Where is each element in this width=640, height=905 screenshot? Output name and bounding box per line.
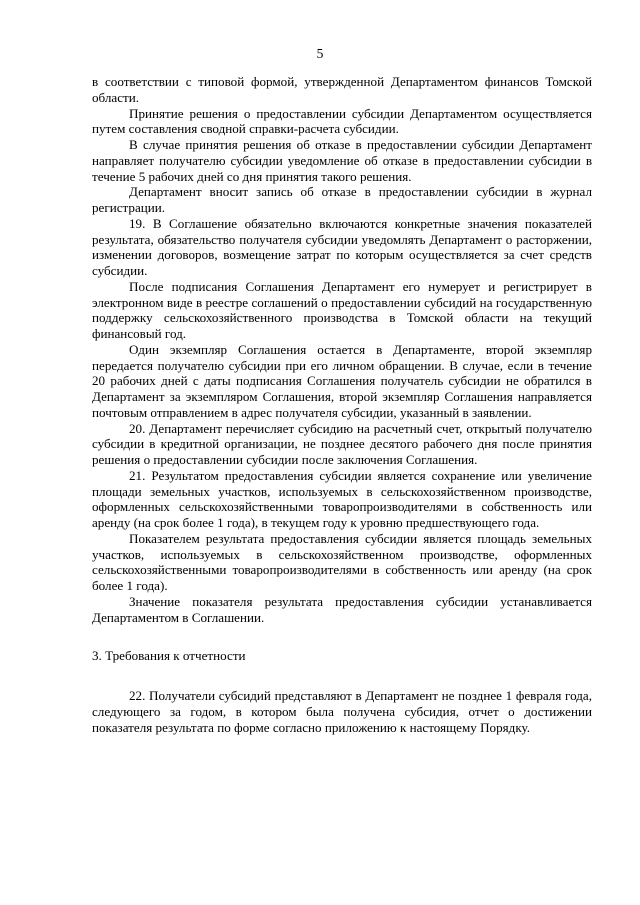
paragraph-item-22: 22. Получатели субсидий представляют в Департамент не позднее 1 февраля года, следующего за годом, в котором была получена субсидия, отчет о достижении показателя результата по форме согласно приложению к настоящему Порядку. <box>92 688 592 735</box>
document-body <box>92 74 592 735</box>
paragraph: В случае принятия решения об отказе в предоставлении субсидии Департамент направляет получателю субсидии уведомление об отказе в предоставлении субсидии в течение 5 рабочих дней со дня принятия такого решения. <box>92 137 592 184</box>
paragraph: Показателем результата предоставления субсидии является площадь земельных участков, используемых в сельскохозяйственном производстве, оформленных сельскохозяйственными товаропроизводителями в собственность или аренду (на срок более 1 года). <box>92 530 592 593</box>
section-title: 3. Требования к отчетности <box>92 648 246 664</box>
paragraph-continuation: в соответствии с типовой формой, утвержденной Департаментом финансов Томской области. <box>92 74 592 105</box>
paragraph: После подписания Соглашения Департамент его нумерует и регистрирует в электронном виде в реестре соглашений о предоставлении субсидий на государственную поддержку сельскохозяйственного производства в Томской области на текущий финансовый год. <box>92 278 592 341</box>
paragraph-item-20: 20. Департамент перечисляет субсидию на расчетный счет, открытый получателю субсидии в кредитной организации, не позднее десятого рабочего дня после принятия решения о предоставлении субсидии после заключения Соглашения. <box>92 420 592 467</box>
paragraph: Департамент вносит запись об отказе в предоставлении субсидии в журнал регистрации. <box>92 184 592 215</box>
page-number: 5 <box>316 46 324 61</box>
paragraph: Один экземпляр Соглашения остается в Департаменте, второй экземпляр передается получателю субсидии при его личном обращении. В случае, если в течение 20 рабочих дней с даты подписания Соглашения получатель субсидии не обратился в Департамент за экземпляром Соглашения, второй экземпляр Соглашения направляется почтовым отправлением в адрес получателя субсидии, указанный в заявлении. <box>92 341 592 420</box>
paragraph-item-21: 21. Результатом предоставления субсидии является сохранение или увеличение площади земельных участков, используемых в сельскохозяйственном производстве, оформленных сельскохозяйственными товаропроизводителями в собственность или аренду (на срок более 1 года), в текущем году к уровню предшествующего года. <box>92 467 592 530</box>
paragraph: Значение показателя результата предоставления субсидии устанавливается Департаментом в Соглашении. <box>92 593 592 625</box>
paragraph-item-19: 19. В Соглашение обязательно включаются конкретные значения показателей результата, обязательство получателя субсидии уведомлять Департамент о расторжении, изменении договоров, возмещение затрат по которым осуществляется за счет средств субсидии. <box>92 215 592 278</box>
paragraph: Принятие решения о предоставлении субсидии Департаментом осуществляется путем составления сводной справки-расчета субсидии. <box>92 105 592 137</box>
